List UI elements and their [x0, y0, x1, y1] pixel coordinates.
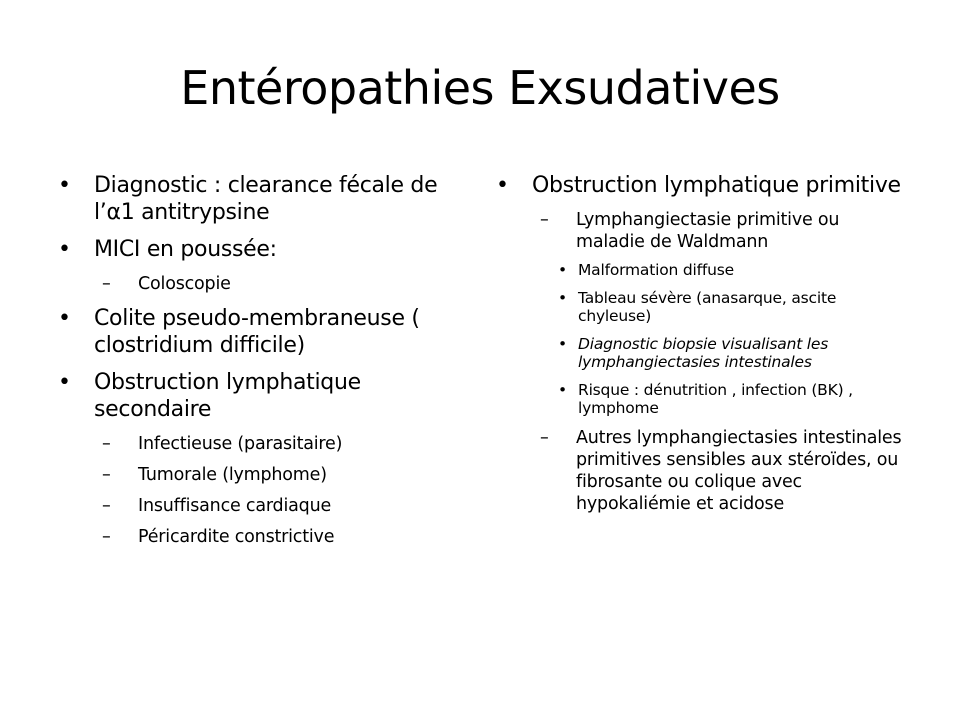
- bullet-icon: •: [58, 237, 71, 262]
- bullet-icon: •: [58, 370, 71, 395]
- dash-icon: –: [102, 465, 111, 485]
- sub-item: [94, 433, 458, 455]
- sub-sub-item-text: Tableau sévère (anasarque, ascite chyleuse): [578, 289, 837, 325]
- sub-sub-item: [532, 261, 906, 279]
- sub-sub-item: [532, 381, 906, 417]
- sub-item: [94, 464, 458, 486]
- bullet-text: Diagnostic : clearance fécale de l’α1 antitrypsine: [94, 173, 438, 225]
- bullet-text: Colite pseudo-membraneuse ( clostridium difficile): [94, 306, 420, 358]
- sub-sub-item-text: Malformation diffuse: [578, 261, 734, 279]
- dash-icon: –: [102, 274, 111, 294]
- sub-sub-item: [532, 289, 906, 325]
- bullet-icon: •: [58, 173, 71, 198]
- slide-title: Entéropathies Exsudatives: [180, 61, 780, 115]
- sub-item-text: Autres lymphangiectasies intestinales primitives sensibles aux stéroïdes, ou fibrosante ou colique avec hypokaliémie et acidose: [576, 428, 902, 514]
- sub-item: [532, 427, 906, 515]
- bullet-icon: •: [58, 306, 71, 331]
- right-bullet-list: [496, 172, 906, 515]
- bullet-text: MICI en poussée:: [94, 237, 277, 262]
- left-column: [58, 172, 458, 558]
- bullet-item: [58, 172, 458, 226]
- bullet-icon: •: [558, 335, 567, 353]
- left-bullet-list: [58, 172, 458, 548]
- sub-item-text: Infectieuse (parasitaire): [138, 434, 343, 454]
- dash-icon: –: [540, 428, 549, 448]
- dash-icon: –: [102, 496, 111, 516]
- sub-item-text: Coloscopie: [138, 274, 231, 294]
- sub-sub-list: [532, 261, 906, 417]
- bullet-item: [58, 236, 458, 295]
- bullet-item: [58, 369, 458, 548]
- sub-item: [94, 273, 458, 295]
- dash-icon: –: [540, 210, 549, 230]
- bullet-icon: •: [496, 173, 509, 198]
- sub-sub-item-text: Risque : dénutrition , infection (BK) , lymphome: [578, 381, 853, 417]
- bullet-icon: •: [558, 261, 567, 279]
- bullet-icon: •: [558, 289, 567, 307]
- sub-list: [94, 273, 458, 295]
- bullet-text: Obstruction lymphatique secondaire: [94, 370, 361, 422]
- sub-sub-item: [532, 335, 906, 371]
- bullet-item: [58, 305, 458, 359]
- bullet-icon: •: [558, 381, 567, 399]
- sub-item-text: Lymphangiectasie primitive ou maladie de Waldmann: [576, 210, 840, 252]
- sub-item: [532, 209, 906, 417]
- dash-icon: –: [102, 527, 111, 547]
- sub-item: [94, 526, 458, 548]
- dash-icon: –: [102, 434, 111, 454]
- sub-list: [94, 433, 458, 548]
- sub-list: [532, 209, 906, 515]
- bullet-text: Obstruction lymphatique primitive: [532, 173, 901, 198]
- bullet-item: [496, 172, 906, 515]
- sub-item-text: Tumorale (lymphome): [138, 465, 327, 485]
- sub-sub-item-text: Diagnostic biopsie visualisant les lymphangiectasies intestinales: [578, 335, 829, 371]
- sub-item-text: Insuffisance cardiaque: [138, 496, 332, 516]
- right-column: [496, 172, 906, 525]
- sub-item-text: Péricardite constrictive: [138, 527, 335, 547]
- sub-item: [94, 495, 458, 517]
